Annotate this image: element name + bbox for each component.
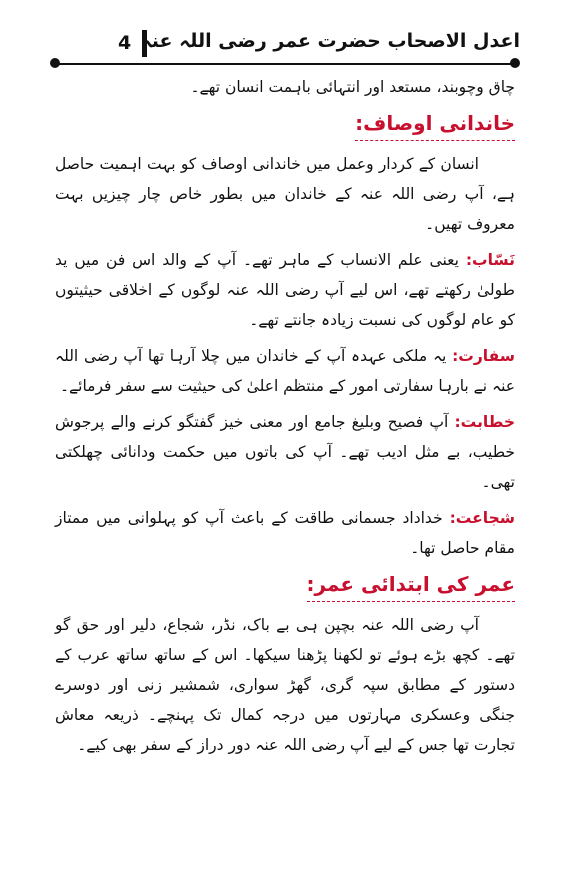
trait-term: خطابت: <box>454 413 515 431</box>
trait-term: نَسّاب: <box>465 251 515 269</box>
trait-item <box>55 407 515 497</box>
running-title: اعدل الاصحاب حضرت عمر رضی اللہ عنہ <box>140 30 520 52</box>
trait-term: سفارت: <box>452 347 515 365</box>
trait-text: آپ فصیح وبلیغ جامع اور معنی خیز گفتگو کرنے والے پرجوش خطیب، بے مثل ادیب تھے۔ آپ کی باتوں میں حکمت ودانائی چھلکتی تھی۔ <box>55 413 515 491</box>
trait-item <box>55 503 515 563</box>
trait-text: یعنی علم الانساب کے ماہر تھے۔ آپ کے والد اس فن میں ید طولیٰ رکھتے تھے، اس لیے آپ رضی اللہ عنہ لوگوں کے اخلاقی حیثیتوں کو عام لوگوں کی نسبت زیادہ جانتے تھے۔ <box>55 251 515 329</box>
trait-item <box>55 245 515 335</box>
early-life-paragraph: آپ رضی اللہ عنہ بچپن ہی بے باک، نڈر، شجاع، دلیر اور حق گو تھے۔ کچھ بڑے ہوئے تو لکھنا پڑھنا سیکھا۔ اس کے ساتھ ساتھ عرب کے دستور کے مطابق سپہ گری، گھڑ سواری، شمشیر زنی اور دوسرے جنگی وعسکری مہارتوں میں درجہ کمال تک پہنچے۔ ذریعہ معاش تجارت تھا جس کے لیے آپ رضی اللہ عنہ دور دراز کے سفر بھی کیے۔ <box>55 616 515 754</box>
intro-line: چاق وچوبند، مستعد اور انتہائی باہمت انسان تھے۔ <box>190 78 515 96</box>
family-traits-paragraph: انسان کے کردار وعمل میں خاندانی اوصاف کو بہت اہمیت حاصل ہے، آپ رضی اللہ عنہ کے خاندان میں بطور خاص چار چیزیں بہت معروف تھیں۔ <box>55 155 515 233</box>
section-heading-family-traits: خاندانی اوصاف: <box>355 108 515 141</box>
rule-left-dot <box>50 58 60 68</box>
page-body <box>55 72 515 766</box>
page-header <box>70 30 520 60</box>
rule-right-dot <box>510 58 520 68</box>
section-heading-early-life: عمر کی ابتدائی عمر: <box>307 569 515 602</box>
page-number: 4 <box>118 32 132 54</box>
trait-term: شجاعت: <box>449 509 515 527</box>
header-rule <box>55 63 515 65</box>
trait-text: یہ ملکی عہدہ آپ کے خاندان میں چلا آرہا تھا آپ رضی اللہ عنہ نے بارہا سفارتی امور کے منتظم اعلیٰ کی حیثیت سے سفر فرمائے۔ <box>55 347 515 395</box>
trait-text: خداداد جسمانی طاقت کے باعث آپ کو پہلوانی میں ممتاز مقام حاصل تھا۔ <box>55 509 515 557</box>
trait-item <box>55 341 515 401</box>
